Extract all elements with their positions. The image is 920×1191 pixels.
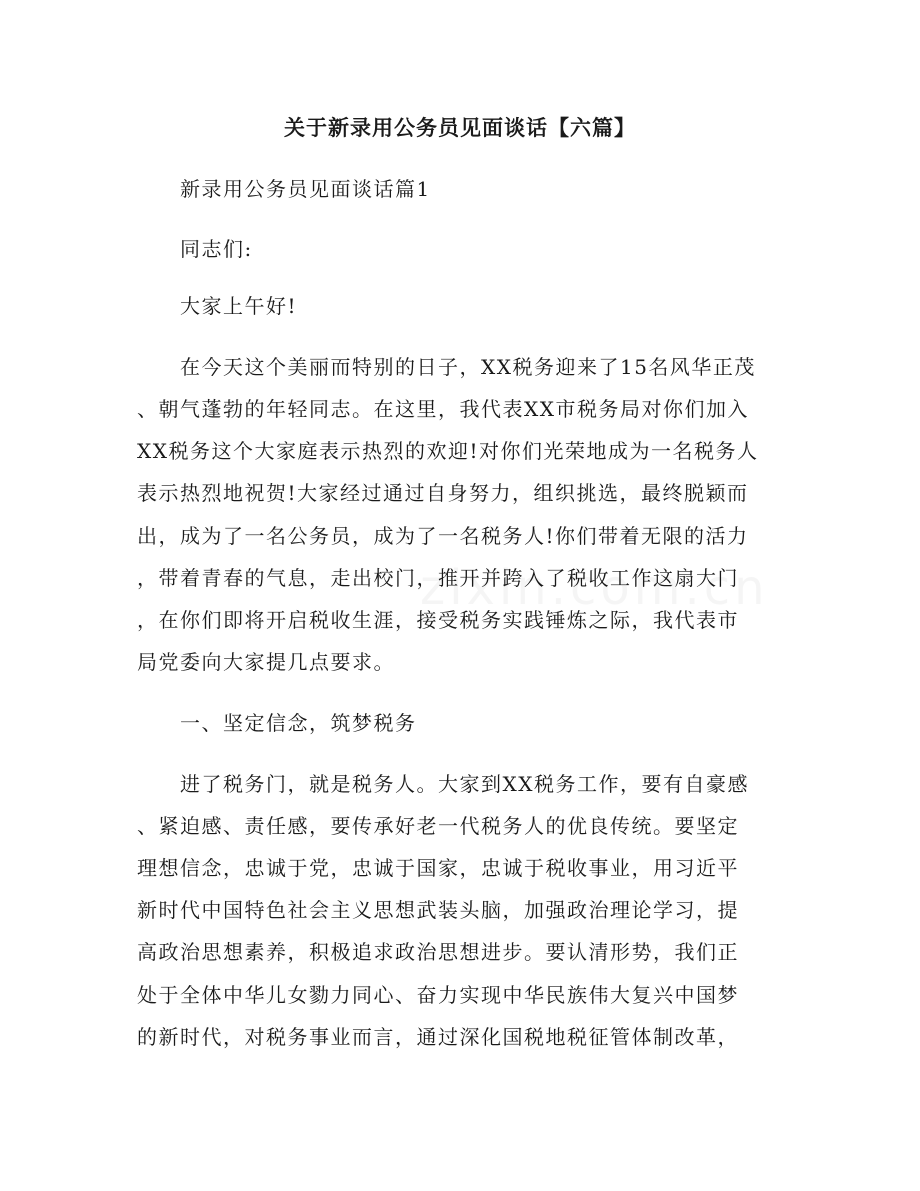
paragraph1-line: XX税务这个大家庭表示热烈的欢迎!对你们光荣地成为一名税务人 <box>137 439 759 463</box>
paragraph2-line: 进了税务门，就是税务人。大家到XX税务工作，要有自豪感 <box>180 772 749 796</box>
salutation: 同志们: <box>180 237 253 261</box>
paragraph1-line: ，在你们即将开启税收生涯，接受税务实践锤炼之际，我代表市 <box>137 608 739 632</box>
paragraph2-line: 高政治思想素养，积极追求政治思想进步。要认清形势，我们正 <box>137 940 739 964</box>
document-title: 关于新录用公务员见面谈话【六篇】 <box>284 115 636 140</box>
paragraph1-line: 局党委向大家提几点要求。 <box>137 650 395 674</box>
paragraph2-line: 处于全体中华儿女勠力同心、奋力实现中华民族伟大复兴中国梦 <box>137 983 739 1007</box>
paragraph1-line: ，带着青春的气息，走出校门，推开并跨入了税收工作这扇大门 <box>137 566 739 590</box>
paragraph2-line: 新时代中国特色社会主义思想武装头脑，加强政治理论学习，提 <box>137 898 739 922</box>
paragraph1-line: 表示热烈地祝贺!大家经过通过自身努力，组织挑选，最终脱颖而 <box>137 481 749 505</box>
paragraph1-line: 出，成为了一名公务员，成为了一名税务人!你们带着无限的活力 <box>137 524 749 548</box>
paragraph1-line: 在今天这个美丽而特别的日子，XX税务迎来了15名风华正茂 <box>180 355 756 379</box>
paragraph2-line: 、紧迫感、责任感，要传承好老一代税务人的优良传统。要坚定 <box>137 814 739 838</box>
paragraph1-line: 、朝气蓬勃的年轻同志。在这里，我代表XX市税务局对你们加入 <box>137 397 749 421</box>
greeting: 大家上午好! <box>180 294 298 318</box>
subheading-1: 一、坚定信念，筑梦税务 <box>180 711 417 735</box>
paragraph2-line: 理想信念，忠诚于党，忠诚于国家，忠诚于税收事业，用习近平 <box>137 856 739 880</box>
paragraph2-line: 的新时代，对税务事业而言，通过深化国税地税征管体制改革， <box>137 1025 739 1049</box>
section-heading: 新录用公务员见面谈话篇1 <box>180 177 431 201</box>
